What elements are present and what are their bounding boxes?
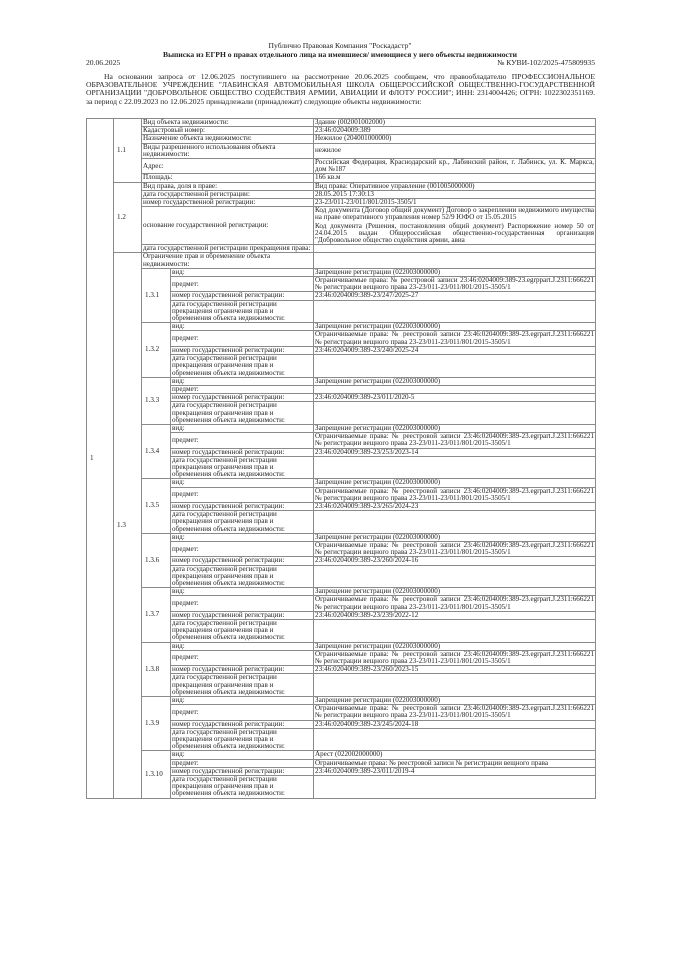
field-value: Ограничиваемые права: № реестровой записи 23:46:0204009:389-23.egrpart.J.2311:666221 № регистрации вещного права 23-23/011-23/011/801/2015-3505/1	[315, 595, 595, 611]
field-value	[314, 402, 596, 425]
field-value: Ограничиваемые права: № реестровой записи 23:46:0204009:389-23.egrpart.J.2311:666221 № регистрации вещного права 23-23/011-23/011/801/2015-3505/1	[315, 330, 595, 346]
field-label: предмет:	[171, 487, 314, 502]
document-number: № КУВИ-102/2025-475809935	[497, 58, 595, 67]
entry-number: 1.3.3	[142, 377, 171, 424]
field-label: номер государственной регистрации:	[171, 502, 314, 510]
field-value: Российская Федерация, Краснодарский кр., Лабинский район, г. Лабинск, ул. К. Маркса, дом №187	[315, 158, 595, 174]
field-value: 23:46:0204009:389-23/240/2025-24	[314, 346, 596, 354]
intro-paragraph: На основании запроса от 12.06.2025 поступившего на рассмотрение 20.06.2025 сообщаем, что правообладателю ПРОФЕССИОНАЛЬНОЕ ОБРАЗОВАТЕЛЬНОЕ УЧРЕЖДЕНИЕ "ЛАБИНСКАЯ АВТОМОБИЛЬНАЯ ШКОЛА ОБЩЕРОССИЙСКОЙ ОБЩЕСТВЕННО-ГОСУДАРСТВЕННОЙ ОРГАНИЗАЦИИ "ДОБРОВОЛЬНОЕ ОБЩЕСТВО СОДЕЙСТВИЯ АРМИИ, АВИАЦИИ И ФЛОТУ РОССИИ"; ИНН: 2314004426; ОГРН: 1022302351169. за период с 22.09.2023 по 12.06.2025 принадлежали (принадлежат) следующие объекты недвижимости:	[86, 72, 595, 106]
field-label: вид:	[171, 642, 314, 650]
field-value: Запрещение регистрации (022003000000)	[314, 424, 596, 432]
entry-number: 1.3.8	[142, 642, 171, 696]
entry-number: 1.3.2	[142, 323, 171, 377]
field-label: дата государственной регистрации прекращения ограничения прав и обременения объекта недвижимости:	[171, 565, 314, 588]
field-label: предмет:	[171, 331, 314, 346]
field-value: Арест (022002000000)	[314, 751, 596, 759]
field-value: Запрещение регистрации (022003000000)	[314, 323, 596, 331]
table-row	[87, 207, 596, 245]
field-label: дата государственной регистрации прекращения ограничения прав и обременения объекта недвижимости:	[171, 776, 314, 799]
field-label: дата государственной регистрации:	[142, 190, 314, 198]
field-value: нежилое	[314, 143, 596, 158]
field-label: предмет:	[171, 541, 314, 556]
field-value: 28.05.2015 17:30:13	[314, 190, 596, 198]
field-label: предмет:	[171, 385, 314, 393]
field-value	[314, 253, 596, 268]
field-label: предмет:	[171, 650, 314, 665]
field-value: 23:46:0204009:389-23/260/2024-16	[314, 557, 596, 565]
field-label: номер государственной регистрации:	[171, 611, 314, 619]
field-value: 23:46:0204009:389-23/011/2020-5	[314, 394, 596, 402]
entry-number: 1.3.7	[142, 588, 171, 642]
field-label: вид:	[171, 479, 314, 487]
field-label: дата государственной регистрации прекращения ограничения прав и обременения объекта недвижимости:	[171, 402, 314, 425]
field-value: Ограничиваемые права: № реестровой записи 23:46:0204009:389-23.egrpart.J.2311:666221 № регистрации вещного права 23-23/011-23/011/801/2015-3505/1	[315, 540, 595, 557]
field-value: Запрещение регистрации (022003000000)	[314, 479, 596, 487]
organization-name: Публично Правовая Компания "Роскадастр"	[268, 41, 412, 50]
field-value: 23:46:0204009:389-23/265/2024-23	[314, 502, 596, 510]
document-date: 20.06.2025	[86, 58, 121, 67]
field-label: дата государственной регистрации прекращения ограничения прав и обременения объекта недвижимости:	[171, 674, 314, 697]
field-value: Здание (002001002000)	[314, 119, 596, 127]
entry-number: 1.3.9	[142, 697, 171, 751]
field-value: 166 кв.м	[314, 174, 596, 182]
field-value	[314, 620, 596, 643]
field-value	[314, 456, 596, 479]
field-value: Вид права: Оперативное управление (001005000000)	[314, 182, 596, 190]
field-label: основание государственной регистрации:	[142, 207, 314, 245]
field-label: Кадастровый номер:	[142, 127, 314, 135]
field-value: Запрещение регистрации (022003000000)	[314, 697, 596, 705]
field-value: Нежилое (204001000000)	[314, 135, 596, 143]
field-label: номер государственной регистрации:	[142, 199, 314, 207]
table-row	[87, 135, 596, 143]
table-row	[87, 377, 596, 385]
field-value: 23:46:0204009:389-23/253/2023-14	[314, 448, 596, 456]
field-label: дата государственной регистрации прекращения права:	[142, 245, 314, 253]
field-label: дата государственной регистрации прекращения ограничения прав и обременения объекта недвижимости:	[171, 300, 314, 323]
field-value: Ограничиваемые права: № реестровой записи 23:46:0204009:389-23.egrpart.J.2311:666221 № регистрации вещного права 23-23/011-23/011/801/2015-3505/1	[315, 432, 595, 448]
table-row	[87, 751, 596, 759]
table-row	[87, 479, 596, 487]
field-label: номер государственной регистрации:	[171, 346, 314, 354]
field-label: дата государственной регистрации прекращения ограничения прав и обременения объекта недвижимости:	[171, 456, 314, 479]
field-value: Ограничиваемые права: № реестровой записи 23:46:0204009:389-23.egrpart.J.2311:666221 № регистрации вещного права 23-23/011-23/011/801/2015-3505/1	[315, 649, 595, 666]
field-value	[314, 355, 596, 378]
entry-number: 1.3.4	[142, 424, 171, 478]
table-row	[87, 253, 596, 268]
document-title: Выписка из ЕГРН о правах отдельного лица на имевшиеся/ имеющиеся у него объекты недвижимости	[163, 50, 517, 59]
field-label: предмет:	[171, 433, 314, 448]
field-label: вид:	[171, 268, 314, 276]
field-value: Запрещение регистрации (022003000000)	[314, 588, 596, 596]
field-label: номер государственной регистрации:	[171, 292, 314, 300]
field-value: Запрещение регистрации (022003000000)	[314, 268, 596, 276]
field-value: Ограничиваемые права: № реестровой записи № регистрации вещного права	[314, 759, 596, 767]
field-value: 23:46:0204009:389	[314, 127, 596, 135]
field-label: дата государственной регистрации прекращения ограничения прав и обременения объекта недвижимости:	[171, 728, 314, 751]
field-value: Ограничиваемые права: № реестровой записи 23:46:0204009:389-23.egrppart.J.2311:666221 № регистрации вещного права 23-23/011-23/011/801/2015-3505/1	[315, 276, 595, 292]
field-value-part: Код документа (Решения, постановления общий документ) Распоряжение номер 50 от 24.04.2015 выдан Общероссийская общественно-государственная организация "Добровольное общество содействия армии, авиа	[315, 221, 595, 245]
field-value: 23:46:0204009:389-23/260/2023-15	[314, 666, 596, 674]
field-label: вид:	[171, 377, 314, 385]
table-row	[87, 174, 596, 182]
field-value	[314, 776, 596, 799]
property-table	[86, 118, 596, 799]
field-value	[314, 207, 596, 245]
field-value: Запрещение регистрации (022003000000)	[314, 377, 596, 385]
field-value	[314, 565, 596, 588]
field-label: номер государственной регистрации:	[171, 394, 314, 402]
field-value	[314, 674, 596, 697]
field-label: Адрес:	[142, 159, 314, 174]
entry-number: 1.3.5	[142, 479, 171, 533]
field-value: 23:46:0204009:389-23/239/2022-12	[314, 611, 596, 619]
field-label: номер государственной регистрации:	[171, 666, 314, 674]
field-label: вид:	[171, 533, 314, 541]
table-row	[87, 143, 596, 158]
table-row	[87, 159, 596, 174]
field-value: 23-23/011-23/011/801/2015-3505/1	[314, 199, 596, 207]
field-label: вид:	[171, 424, 314, 432]
field-label: предмет:	[171, 277, 314, 292]
field-value: Запрещение регистрации (022003000000)	[314, 533, 596, 541]
field-value	[314, 728, 596, 751]
field-value	[314, 300, 596, 323]
field-label: номер государственной регистрации:	[171, 767, 314, 775]
object-number: 1	[87, 119, 114, 799]
field-label: Назначение объекта недвижимости:	[142, 135, 314, 143]
field-value-part: Код документа (Договор общий документ) Договор о закреплении недвижимого имущества на праве оперативного управления номер 52/9 ЮФО от 15.05.2015	[315, 206, 595, 222]
field-value: 23:46:0204009:389-23/011/2019-4	[314, 767, 596, 775]
field-label: дата государственной регистрации прекращения ограничения прав и обременения объекта недвижимости:	[171, 620, 314, 643]
section-number: 1.1	[114, 119, 142, 183]
field-value	[314, 511, 596, 534]
entry-number: 1.3.6	[142, 533, 171, 587]
field-label: вид:	[171, 323, 314, 331]
field-label: Площадь:	[142, 174, 314, 182]
field-label: вид:	[171, 697, 314, 705]
field-label: Вид объекта недвижимости:	[142, 119, 314, 127]
section-number: 1.3	[114, 253, 142, 798]
field-value: 23:46:0204009:389-23/247/2025-27	[314, 292, 596, 300]
field-label: номер государственной регистрации:	[171, 448, 314, 456]
field-label: предмет:	[171, 596, 314, 611]
field-label: предмет:	[171, 705, 314, 720]
field-label: вид:	[171, 588, 314, 596]
entry-number: 1.3.10	[142, 751, 171, 798]
field-value: Ограничиваемые права: № реестровой записи 23:46:0204009:389-23.egrpart.J.2311:666221 № регистрации вещного права 23-23/011-23/011/801/2015-3505/1	[315, 486, 595, 502]
field-value	[314, 245, 596, 253]
field-label: номер государственной регистрации:	[171, 720, 314, 728]
field-value: 23:46:0204009:389-23/245/2024-18	[314, 720, 596, 728]
section-number: 1.2	[114, 182, 142, 253]
field-label: Виды разрешенного использования объекта недвижимости:	[142, 143, 314, 158]
field-label: номер государственной регистрации:	[171, 557, 314, 565]
field-label: вид:	[171, 751, 314, 759]
field-label: дата государственной регистрации прекращения ограничения прав и обременения объекта недвижимости:	[171, 511, 314, 534]
field-value: Запрещение регистрации (022003000000)	[314, 642, 596, 650]
field-label: Вид права, доля в праве:	[142, 182, 314, 190]
field-label: дата государственной регистрации прекращения ограничения прав и обременения объекта недвижимости:	[171, 355, 314, 378]
section-header: Ограничение прав и обременение объекта недвижимости:	[142, 253, 314, 268]
field-label: предмет:	[171, 759, 314, 767]
field-value: Ограничиваемые права: № реестровой записи 23:46:0204009:389-23.egrpart.J.2311:666221 № регистрации вещного права 23-23/011-23/011/801/2015-3505/1	[315, 704, 595, 720]
entry-number: 1.3.1	[142, 268, 171, 322]
